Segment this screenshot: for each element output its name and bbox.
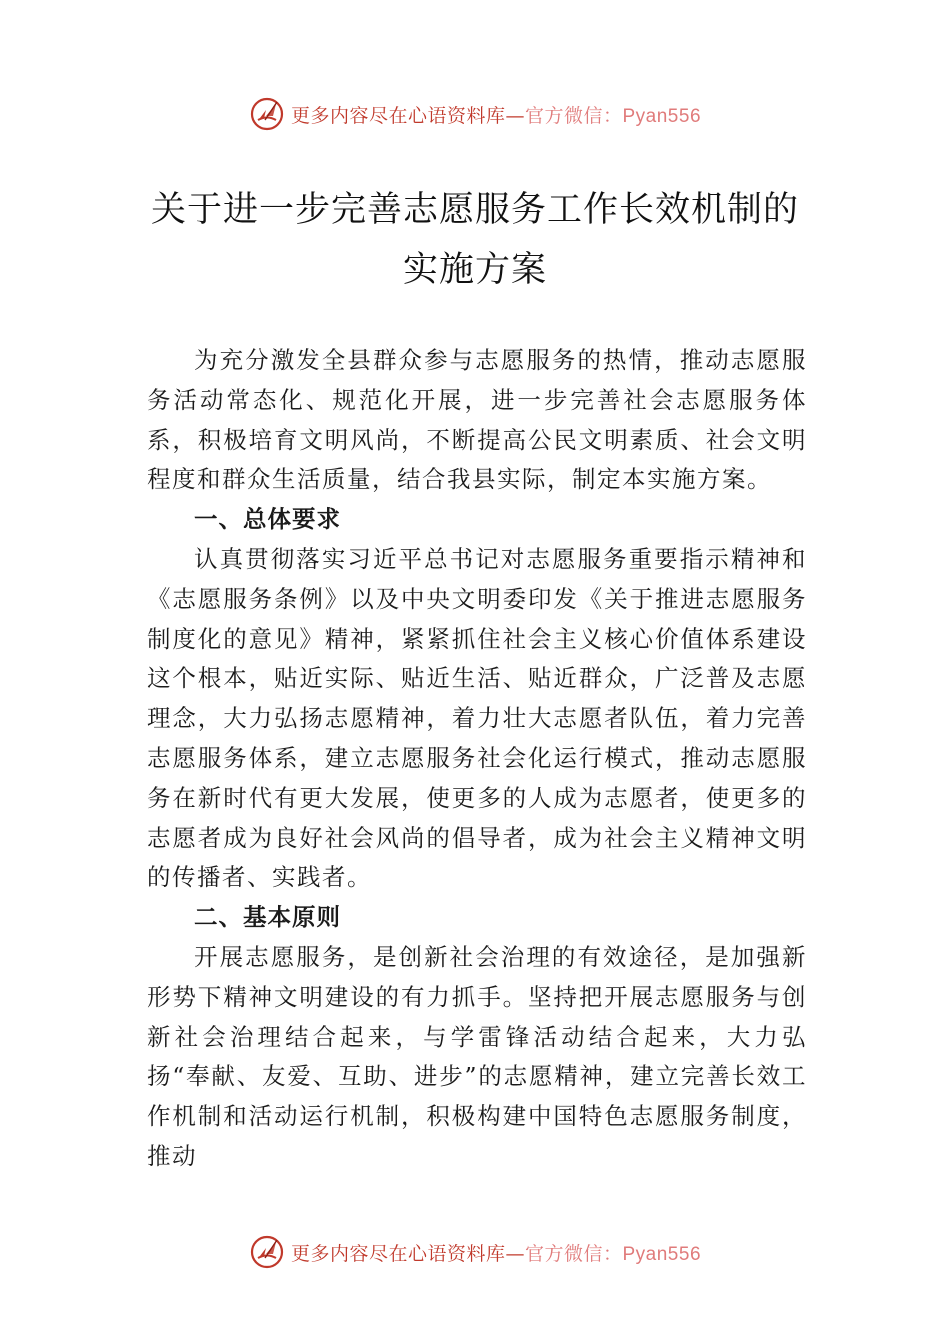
banner-dash: —	[505, 104, 525, 127]
banner-wechat-id: Pyan556	[622, 1243, 702, 1265]
banner-wechat-label: 官方微信：	[524, 1242, 623, 1265]
header-banner	[0, 94, 950, 134]
footer-banner	[0, 1232, 950, 1272]
banner-wechat-label: 官方微信：	[524, 104, 623, 127]
banner-wechat-id: Pyan556	[622, 105, 702, 127]
book-quill-icon	[249, 96, 285, 132]
banner-text	[291, 1239, 701, 1266]
banner-main-text: 更多内容尽在心语资料库	[290, 1242, 506, 1265]
book-quill-icon	[249, 1234, 285, 1270]
banner-dash: —	[505, 1242, 525, 1265]
banner-content	[249, 1234, 701, 1270]
document-title-line-1: 关于进一步完善志愿服务工作长效机制的	[150, 190, 799, 230]
banner-text	[291, 101, 701, 128]
document-body	[147, 341, 807, 1177]
intro-paragraph: 为充分激发全县群众参与志愿服务的热情，推动志愿服务活动常态化、规范化开展，进一步完善社会志愿服务体系，积极培育文明风尚，不断提高公民文明素质、社会文明程度和群众生活质量，结合我县实际，制定本实施方案。	[147, 346, 807, 494]
banner-content	[249, 96, 701, 132]
banner-main-text: 更多内容尽在心语资料库	[290, 104, 506, 127]
section-heading-general-requirements: 一、总体要求	[194, 505, 341, 534]
section1-paragraph: 认真贯彻落实习近平总书记对志愿服务重要指示精神和《志愿服务条例》以及中央文明委印发《关于推进志愿服务制度化的意见》精神，紧紧抓住社会主义核心价值体系建设这个根本，贴近实际、贴近生活、贴近群众，广泛普及志愿理念，大力弘扬志愿精神，着力壮大志愿者队伍，着力完善志愿服务体系，建立志愿服务社会化运行模式，推动志愿服务在新时代有更大发展，使更多的人成为志愿者，使更多的志愿者成为良好社会风尚的倡导者，成为社会主义精神文明的传播者、实践者。	[147, 544, 807, 892]
section2-paragraph: 开展志愿服务，是创新社会治理的有效途径，是加强新形势下精神文明建设的有力抓手。坚持把开展志愿服务与创新社会治理结合起来，与学雷锋活动结合起来，大力弘扬“奉献、友爱、互助、进步”的志愿精神，建立完善长效工作机制和活动运行机制，积极构建中国特色志愿服务制度，推动	[147, 942, 807, 1170]
document-title-line-2: 实施方案	[402, 250, 547, 290]
section-heading-basic-principles: 二、基本原则	[194, 903, 341, 932]
